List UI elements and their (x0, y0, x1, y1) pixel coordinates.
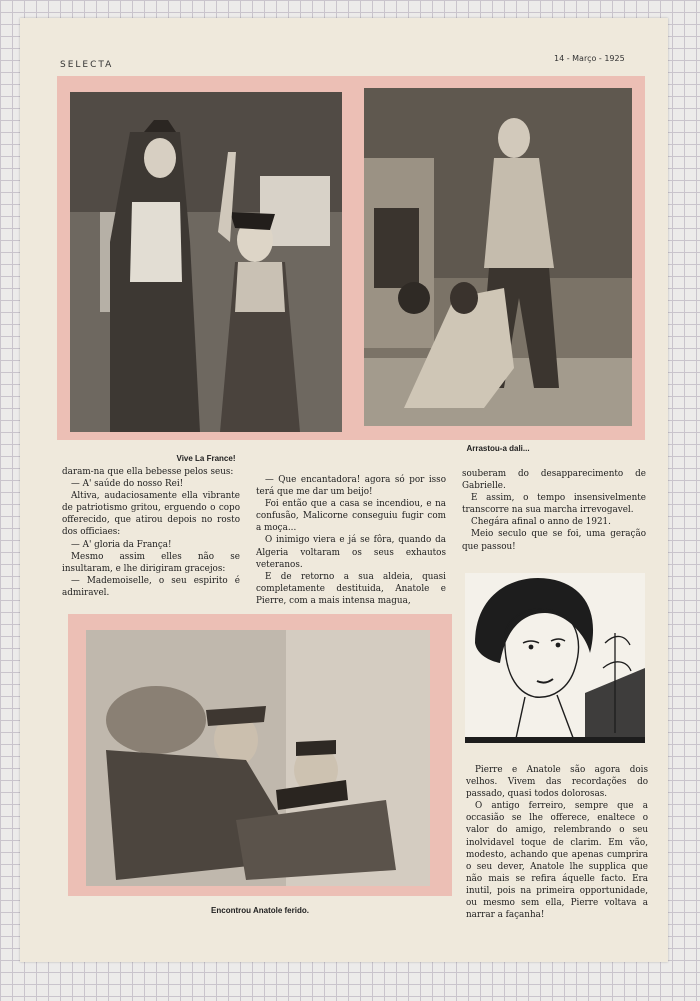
paragraph: — Mademoiselle, o seu espirito é admiravel. (62, 575, 240, 598)
magazine-title: SELECTA (60, 60, 114, 70)
paragraph: Meio seculo que se foi, uma geração que passou! (462, 529, 646, 552)
portrait-sketch (465, 573, 645, 743)
text-column-right-top (462, 468, 646, 553)
paragraph: — Que encantadora! agora só por isso terá que me dar um beijo! (256, 475, 446, 498)
paragraph: daram-na que ella bebesse pelos seus: (62, 467, 234, 477)
paragraph: — A' saúde do nosso Rei! (71, 479, 184, 490)
caption-encontrou-anatole-ferido: Encontrou Anatole ferido. (211, 906, 309, 915)
paragraph: souberam do desapparecimento de Gabrielle. (462, 469, 646, 492)
issue-date: 14 - Março - 1925 (554, 54, 625, 63)
portrait-sketch-art (465, 573, 645, 743)
paragraph: O inimigo viera e já se fôra, quando da Algeria voltaram os seus exhautos veteranos. (256, 535, 446, 570)
text-column-left (62, 466, 240, 599)
caption-vive-la-france: Vive La France! (176, 454, 236, 463)
paragraph: Pierre e Anatole são agora dois velhos. Vivem das recordações do passado, quasi todos dolorosas. (466, 765, 648, 800)
paragraph: Mesmo assim elles não se insultaram, e lhe dirigiram gracejos: (62, 551, 240, 574)
paragraph: Altiva, audaciosamente ella vibrante de patriotismo gritou, erguendo o copo offerecido, que atirou depois no rosto dos officiaes: (62, 491, 240, 538)
paragraph: Chegára afinal o anno de 1921. (471, 517, 611, 528)
photo-encontrou-anatole-ferido (86, 630, 430, 886)
photo-arrastou-a-dali (364, 88, 632, 426)
paragraph: Foi então que a casa se incendiou, e na confusão, Malicorne conseguiu fugir com a moça... (256, 499, 446, 534)
paragraph: E assim, o tempo insensivelmente transcorre na sua marcha irrevogavel. (462, 493, 646, 516)
magazine-page (20, 18, 668, 962)
paragraph: — A' gloria da França! (71, 539, 172, 550)
photo-arrastou-a-dali-art (364, 88, 632, 426)
text-column-middle (256, 474, 446, 607)
paragraph: O antigo ferreiro, sempre que a occasião se lhe offerece, enaltece o valor do amigo, relembrando o seu inolvidavel toque de clarim. Em vão, modesto, achando que apenas cumprira o seu dever, Anatole lhe supplica que não mais se refira áquelle facto. Era inutil, pois na primeira opportunidade, ou mesmo sem ella, Pierre voltava a narrar a façanha! (466, 801, 648, 921)
photo-vive-la-france-art (70, 92, 342, 432)
paragraph: E de retorno a sua aldeia, quasi completamente destituida, Anatole e Pierre, com a mais intensa magua, (256, 571, 446, 606)
caption-arrastou-a-dali: Arrastou-a dali... (466, 444, 530, 453)
photo-encontrou-anatole-ferido-art (86, 630, 430, 886)
text-column-right-bottom (466, 764, 648, 921)
photo-vive-la-france (70, 92, 342, 432)
